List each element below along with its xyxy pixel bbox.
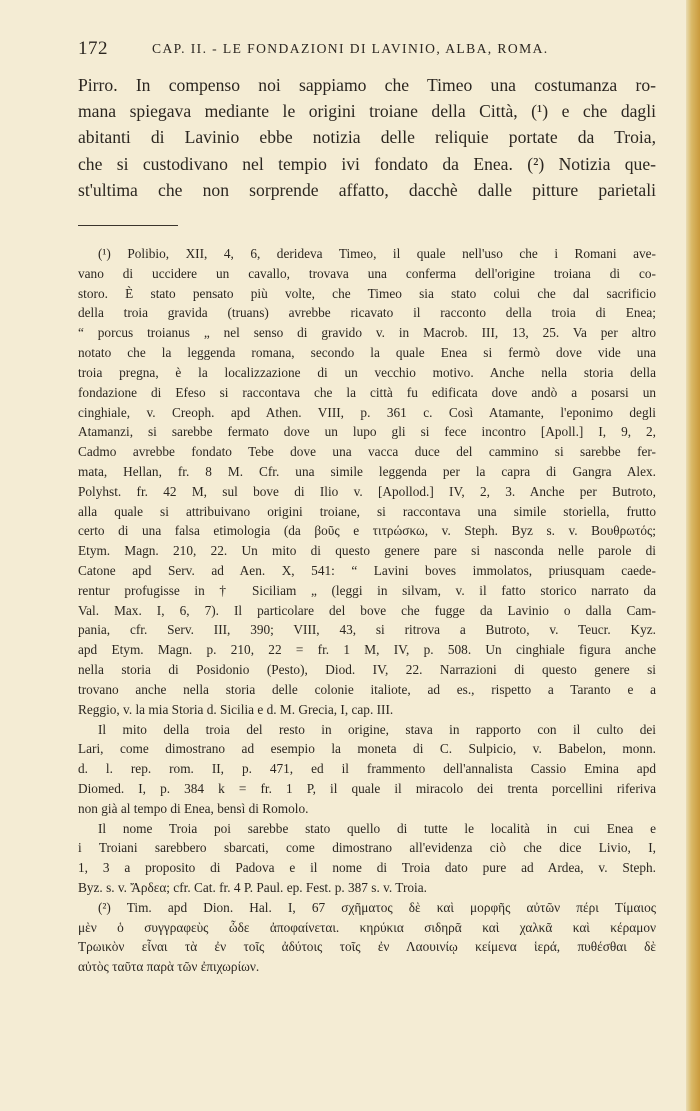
footnote-line: certo di una falsa etimologia (da βοῦς e τιτρώσκω, v. Steph. Byz s. v. Βουθρωτός; [78, 523, 656, 539]
body-line: st'ultima che non sorprende affatto, dacchè dalle pitture parietali [78, 179, 656, 200]
footnote-line: i Troiani sarebbero sbarcati, come dimostrano all'evidenza ciò che dice Livio, I, [78, 840, 656, 856]
footnote-line: vano di uccidere un cavallo, trovava una conferma dell'origine troiana di co- [78, 265, 656, 281]
footnote-line: trovano anche nella storia delle colonie italiote, ad es., rispetto a Taranto e a [78, 681, 656, 697]
footnote-line: (²) Tim. apd Dion. Hal. I, 67 σχῆματος δὲ καὶ μορφῆς αὐτῶν πέρι Τίμαιος [98, 899, 656, 915]
footnote-line: 1, 3 a proposito di Padova e il nome di Troia dato pure ad Ardea, v. Steph. [78, 860, 656, 876]
footnote-line: Catone apd Serv. ad Aen. X, 541: “ Lavini boves immolatos, priusquam caede- [78, 563, 656, 578]
footnote-line: Reggio, v. la mia Storia d. Sicilia e d. M. Grecia, I, cap. III. [78, 701, 394, 717]
footnote-line: Τρωικὸν εἶναι τὰ ἐν τοῖς ἀδύτοις τοῖς ἐν Λαουινίῳ κείμενα ἱερά, πυθέσθαι δὲ [78, 939, 656, 955]
footnote-line: rentur profugisse in † Siciliam „ (leggi in silvam, v. il fatto storico narrato da [78, 582, 656, 598]
body-line: che si custodivano nel tempio ivi fondato da Enea. (²) Notizia que- [78, 153, 656, 174]
main-text [78, 72, 656, 203]
footnote-line: Byz. s. v. Ἄρδεα; cfr. Cat. fr. 4 P. Paul. ep. Fest. p. 387 s. v. Troia. [78, 880, 427, 895]
footnote-line: alla quale si attribuivano origini troiane, si raccontava una simile storiella, frutto [78, 503, 656, 519]
footnote-line: Diomed. I, p. 384 k = fr. 1 P, il quale il miracolo dei trenta porcellini riferiva [78, 780, 656, 796]
footnote-line: pania, cfr. Serv. III, 390; VIII, 43, si ritrova a Butroto, v. Teucr. Kyz. [78, 622, 656, 638]
footnote-line: “ porcus troianus „ nel senso di gravido v. in Macrob. III, 13, 25. Va per altro [78, 325, 656, 341]
footnote-line: Etym. Magn. 210, 22. Un mito di questo genere pare si nasconda nelle parole di [78, 543, 656, 559]
footnote-line: μὲν ὁ συγγραφεὺς ὧδε ἀποφαίνεται. κηρύκια σιδηρᾶ καὶ χαλκᾶ καὶ κέραμον [78, 919, 656, 935]
footnote-line: troia pregna, è la localizzazione di un vecchio motivo. Anche nella storia della [78, 364, 656, 380]
running-head [78, 38, 658, 60]
body-line: mana spiegava mediante le origini troiane della Città, (¹) e che dagli [78, 101, 656, 122]
chapter-title: CAP. II. - LE FONDAZIONI DI LAVINIO, ALBA, ROMA. [152, 41, 549, 56]
footnote-line: cinghiale, v. Creoph. apd Athen. VIII, p. 361 c. Così Atamante, l'eponimo degli [78, 404, 656, 420]
footnotes [78, 244, 656, 977]
footnote-line: mata, Hellan, fr. 8 M. Cfr. una simile leggenda per la capra di Gangra Alex. [78, 463, 656, 479]
footnote-line: d. l. rep. rom. II, p. 471, ed il frammento dell'annalista Cassio Emina apd [78, 761, 656, 777]
footnote-line: Lari, come dimostrano ad esempio la moneta di C. Sulpicio, v. Babelon, monn. [78, 741, 656, 757]
footnote-line: Atamanzi, si sarebbe fermato dove un lupo gli si fece incontro [Apoll.] I, 9, 2, [78, 424, 656, 440]
footnote-line: non già al tempo di Enea, bensì di Romolo. [78, 800, 309, 816]
page-edge [686, 0, 700, 1111]
page-number: 172 [78, 38, 108, 59]
footnote-line: (¹) Polibio, XII, 4, 6, derideva Timeo, il quale nell'uso che i Romani ave- [98, 246, 656, 261]
body-line: Pirro. In compenso noi sappiamo che Timeo una costumanza ro- [78, 75, 656, 95]
footnote-line: apd Etym. Magn. p. 210, 22 = fr. 1 M, IV, p. 508. Un cinghiale figura anche [78, 642, 656, 658]
footnote-line: Polyhst. fr. 42 M, sul bove di Ilio v. [Apollod.] IV, 2, 3. Anche per Butroto, [78, 483, 656, 499]
footnote-line: αὐτὸς ταῦτα παρὰ τῶν ἐπιχωρίων. [78, 959, 260, 975]
footnote-line: fondazione di Efeso si raccontava che la città fu edificata dove andò a posarsi un [78, 384, 656, 400]
footnote-line: Il nome Troia poi sarebbe stato quello di tutte le località in cui Enea e [98, 820, 656, 836]
footnote-line: nella storia di Posidonio (Pesto), Diod. IV, 22. Narrazioni di questo genere si [78, 662, 656, 678]
footnote-separator [78, 225, 178, 226]
footnote-line: Val. Max. I, 6, 7). Il particolare del bove che fugge da Lavinio o dalla Cam- [78, 602, 656, 618]
footnote-line: notato che la leggenda romana, secondo la quale Enea si fermò dove vide una [78, 345, 656, 361]
footnote-line: della troia gravida (truans) avrebbe ricavato il racconto della troia di Enea; [78, 305, 656, 321]
footnote-line: storo. È stato pensato più volte, che Timeo sia stato colui che dal sacrificio [78, 285, 656, 301]
body-line: abitanti di Lavinio ebbe notizia delle reliquie portate da Troia, [78, 127, 656, 148]
footnote-line: Cadmo avrebbe fondato Tebe dove una vacca duce del cammino si sarebbe fer- [78, 444, 656, 460]
footnote-line: Il mito della troia del resto in origine, stava in rapporto con il culto dei [98, 721, 656, 737]
